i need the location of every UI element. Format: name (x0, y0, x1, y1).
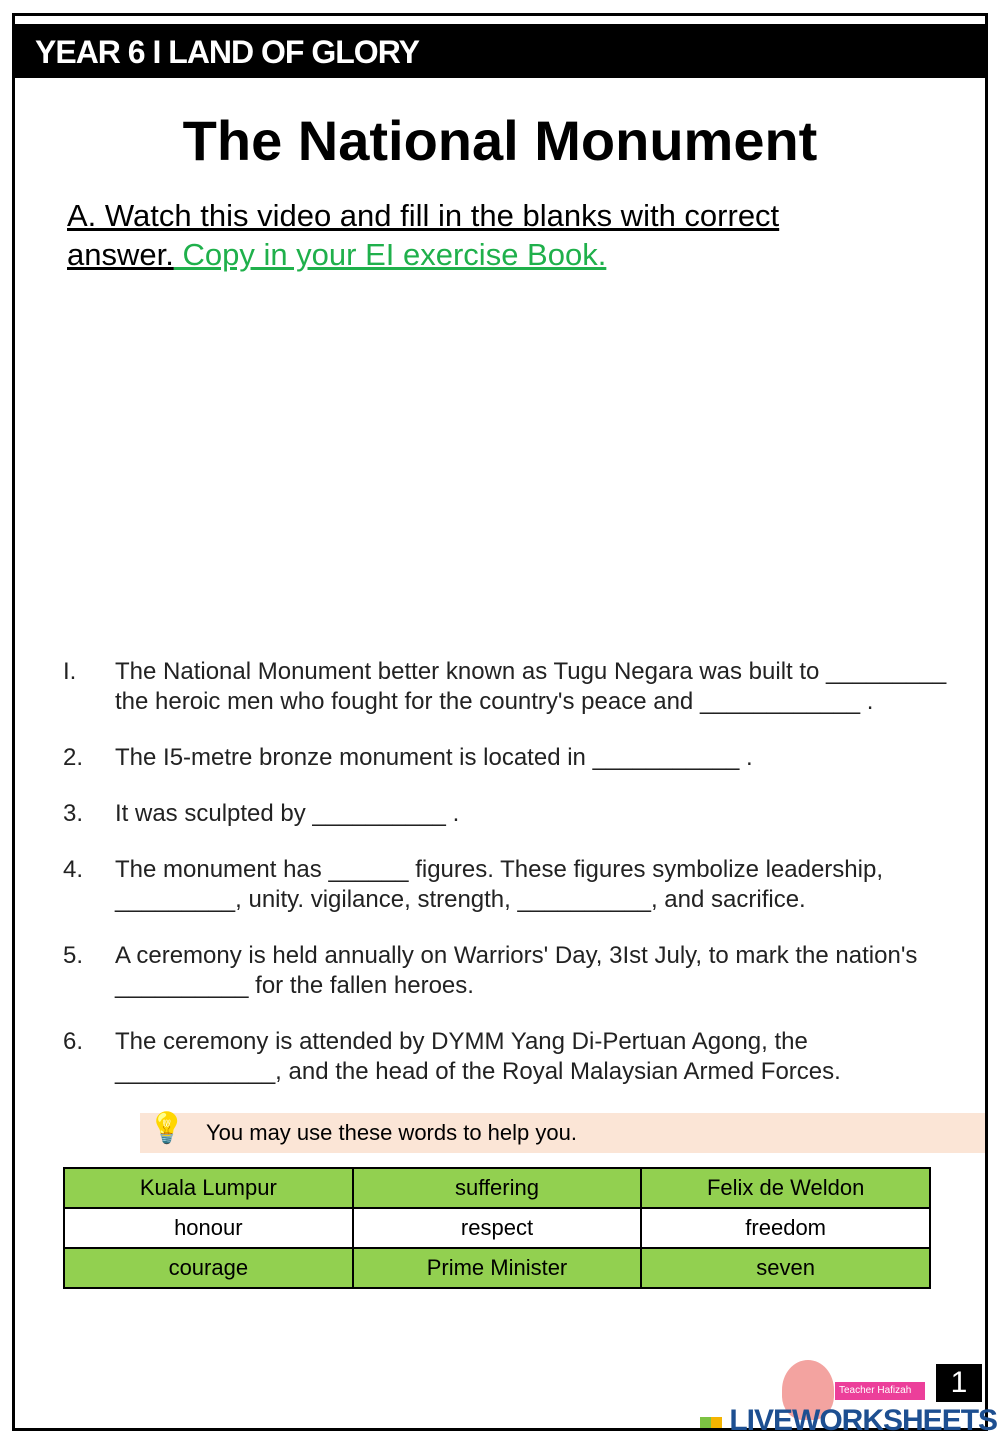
liveworksheets-logo (700, 1404, 997, 1438)
word-cell: honour (64, 1208, 353, 1248)
hint-banner (140, 1113, 985, 1153)
question-text: The monument has ______ figures. These figures symbolize leadership, _________, unity. vigilance, strength, __________, and sacrifice. (115, 856, 883, 913)
word-cell: seven (641, 1248, 930, 1288)
table-row (64, 1208, 930, 1248)
instruction-text: A. Watch this video and fill in the blanks with correct answer. (67, 198, 780, 272)
lightbulb-icon: 💡 (148, 1112, 186, 1145)
page-number: 1 (936, 1364, 982, 1402)
table-row (64, 1248, 930, 1288)
question-item (63, 855, 985, 915)
word-cell: respect (353, 1208, 642, 1248)
word-cell: courage (64, 1248, 353, 1288)
logo-tile-icon (711, 1417, 722, 1428)
word-cell: freedom (641, 1208, 930, 1248)
question-item (63, 941, 985, 1001)
question-number: 6. (63, 1028, 84, 1055)
question-number: 3. (63, 800, 84, 827)
teacher-label: Teacher Hafizah (835, 1382, 925, 1400)
watermark-text: LIVEWORKSHEETS (729, 1404, 998, 1437)
header-bar: YEAR 6 I LAND OF GLORY (15, 24, 985, 78)
instruction-green-text: Copy in your EI exercise Book. (173, 237, 607, 272)
question-number: 2. (63, 744, 84, 771)
question-text: The I5-metre bronze monument is located in ___________ . (115, 744, 753, 771)
question-number: 5. (63, 942, 84, 969)
question-text: The ceremony is attended by DYMM Yang Di-Pertuan Agong, the ____________, and the head of the Royal Malaysian Armed Forces. (115, 1028, 841, 1085)
word-cell: Prime Minister (353, 1248, 642, 1288)
word-cell: suffering (353, 1168, 642, 1208)
question-number: 4. (63, 856, 84, 883)
page-title: The National Monument (182, 109, 818, 172)
question-number: I. (63, 658, 77, 685)
word-bank-table (63, 1167, 931, 1289)
question-text: The National Monument better known as Tugu Negara was built to _________ the heroic men who fought for the country's peace and ____________ . (115, 658, 947, 715)
logo-tile-icon (700, 1417, 711, 1428)
table-row (64, 1168, 930, 1208)
instruction (67, 196, 887, 274)
question-item (63, 1027, 985, 1087)
questions-section (63, 657, 985, 1289)
question-item (63, 799, 985, 829)
question-text: A ceremony is held annually on Warriors' Day, 3Ist July, to mark the nation's __________ for the fallen heroes. (115, 942, 918, 999)
word-cell: Kuala Lumpur (64, 1168, 353, 1208)
question-item (63, 657, 985, 717)
question-item (63, 743, 985, 773)
word-cell: Felix de Weldon (641, 1168, 930, 1208)
question-text: It was sculpted by __________ . (115, 800, 460, 827)
hint-text: You may use these words to help you. (206, 1120, 577, 1145)
